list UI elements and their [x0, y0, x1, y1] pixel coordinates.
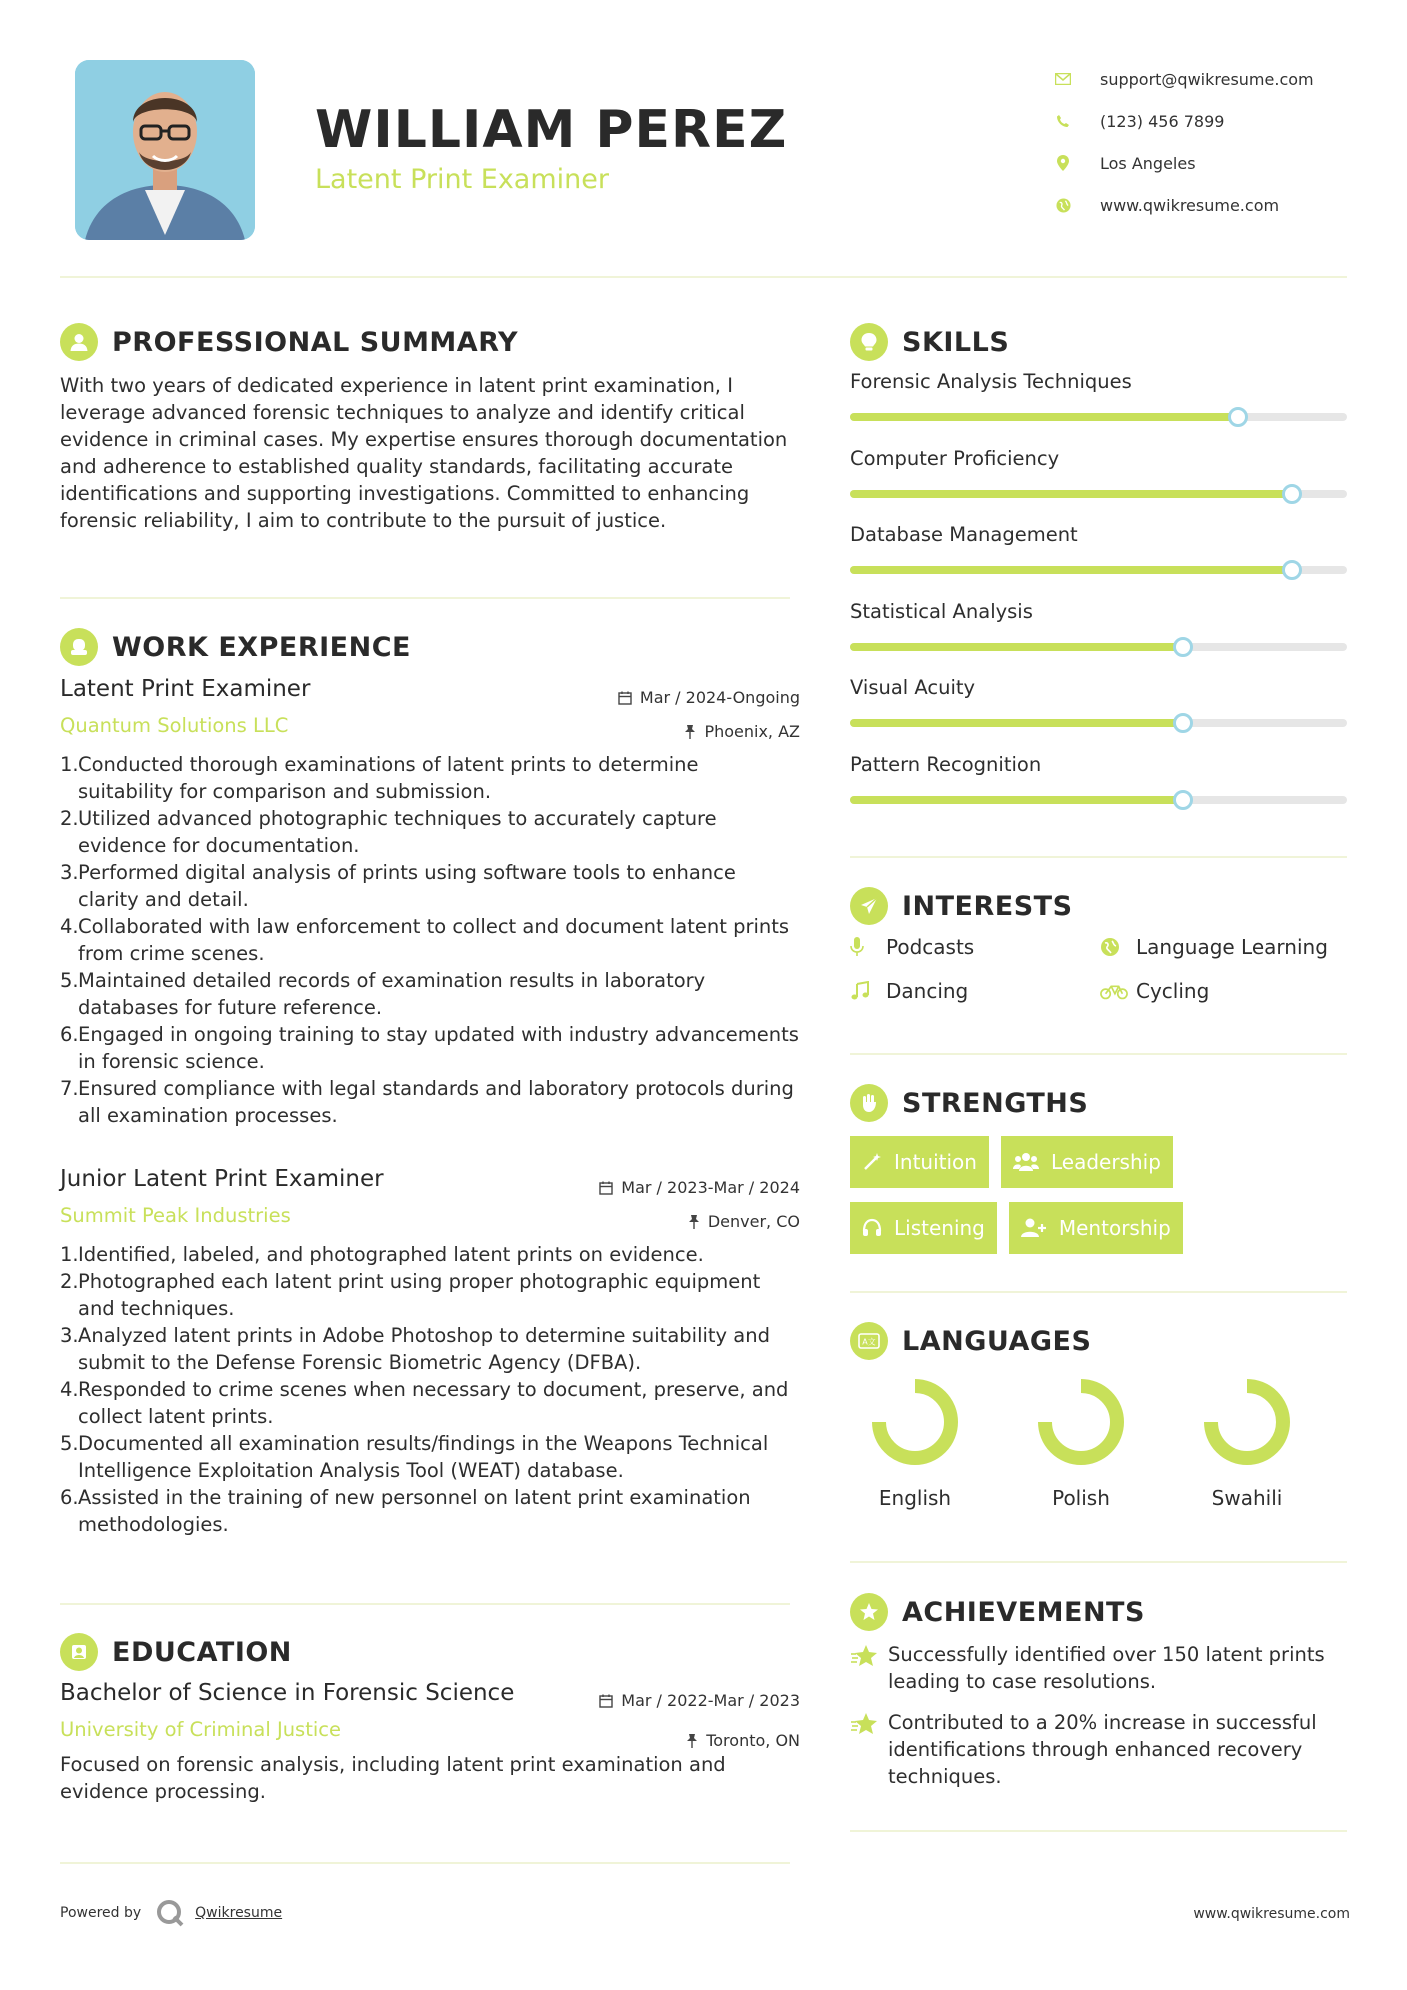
- svg-text:A文: A文: [862, 1337, 876, 1347]
- contact-email-text: support@qwikresume.com: [1100, 69, 1314, 89]
- skill-item: [850, 753, 1347, 830]
- job-duties: [60, 751, 800, 1129]
- interests-divider: [850, 1053, 1347, 1055]
- skill-knob: [1282, 484, 1302, 504]
- skill-track: [850, 719, 1347, 727]
- job-date: Mar / 2023-Mar / 2024: [621, 1178, 800, 1197]
- phone-icon: [1052, 110, 1074, 132]
- pin-icon: [688, 1208, 700, 1240]
- interest-label: Cycling: [1136, 979, 1210, 1003]
- list-item: 3.Performed digital analysis of prints using software tools to enhance clarity and detail.: [60, 861, 736, 911]
- strengths-heading: [850, 1084, 1088, 1122]
- skill-fill: [850, 566, 1292, 574]
- mail-icon: [1052, 68, 1074, 90]
- skill-track: [850, 413, 1347, 421]
- strength-badge: [850, 1136, 989, 1188]
- job-entry: [60, 1166, 800, 1538]
- strength-badge: [850, 1202, 997, 1254]
- job-company: Quantum Solutions LLC: [60, 714, 289, 737]
- language-item: [1182, 1372, 1312, 1510]
- achievement-text: Successfully identified over 150 latent prints leading to case resolutions.: [888, 1643, 1325, 1693]
- graduation-cap-icon: [60, 1633, 98, 1671]
- work-heading: [60, 628, 411, 666]
- candidate-title: Latent Print Examiner: [315, 164, 609, 195]
- contact-website-text: www.qwikresume.com: [1100, 195, 1280, 215]
- globe-icon: [1100, 935, 1128, 959]
- job-title: Junior Latent Print Examiner: [60, 1166, 384, 1192]
- achievements-list: [850, 1641, 1350, 1804]
- interest-item: [1100, 935, 1350, 959]
- summary-heading-text: PROFESSIONAL SUMMARY: [112, 326, 519, 358]
- qwikresume-link[interactable]: Qwikresume: [195, 1905, 283, 1921]
- languages-list: [850, 1372, 1350, 1522]
- strengths-divider: [850, 1291, 1347, 1293]
- list-item: 4.Responded to crime scenes when necessary to document, preserve, and collect latent prints.: [60, 1378, 789, 1428]
- powered-by-text: Powered by: [60, 1905, 142, 1921]
- achievement-text: Contributed to a 20% increase in successful identifications through enhanced recovery techniques.: [888, 1711, 1317, 1788]
- skill-fill: [850, 796, 1183, 804]
- job-meta: [599, 1172, 800, 1240]
- education-heading-text: EDUCATION: [112, 1636, 292, 1668]
- interest-label: Podcasts: [886, 935, 975, 959]
- skills-list: [850, 370, 1347, 829]
- achievement-item: [850, 1641, 1350, 1695]
- contact-website[interactable]: [1052, 184, 1314, 226]
- interest-item: [850, 979, 1100, 1003]
- language-name: Polish: [1052, 1486, 1110, 1510]
- skill-knob: [1173, 713, 1193, 733]
- candidate-name: WILLIAM PEREZ: [315, 100, 788, 160]
- skill-track: [850, 643, 1347, 651]
- headphones-icon: [862, 1218, 882, 1238]
- lightbulb-icon: [850, 323, 888, 361]
- calendar-icon: [599, 1684, 613, 1722]
- skill-knob: [1173, 637, 1193, 657]
- skill-track: [850, 566, 1347, 574]
- list-item: 4.Collaborated with law enforcement to collect and document latent prints from crime scenes.: [60, 915, 790, 965]
- header-divider: [60, 276, 1347, 278]
- contact-phone-text: (123) 456 7899: [1100, 111, 1225, 131]
- interests-heading: [850, 887, 1073, 925]
- pin-icon: [686, 1724, 698, 1762]
- location-icon: [1052, 152, 1074, 174]
- strength-badge: [1009, 1202, 1183, 1254]
- list-item: 1.Conducted thorough examinations of latent prints to determine suitability for comparison and submission.: [60, 753, 699, 803]
- interest-label: Dancing: [886, 979, 969, 1003]
- interest-item: [850, 935, 1100, 959]
- strength-label: Mentorship: [1058, 1216, 1171, 1240]
- skill-item: [850, 370, 1347, 447]
- star-icon: [850, 1641, 888, 1695]
- strengths-heading-text: STRENGTHS: [902, 1087, 1089, 1119]
- pin-icon: [684, 718, 696, 750]
- list-item: 6.Engaged in ongoing training to stay updated with industry advancements in forensic science.: [60, 1023, 799, 1073]
- job-title: Latent Print Examiner: [60, 676, 311, 702]
- education-divider: [60, 1862, 790, 1864]
- list-item: 7.Ensured compliance with legal standards and laboratory protocols during all examination processes.: [60, 1077, 794, 1127]
- user-icon: [60, 323, 98, 361]
- interest-item: [1100, 979, 1350, 1003]
- job-duties: [60, 1241, 800, 1538]
- skill-track: [850, 490, 1347, 498]
- skills-divider: [850, 856, 1347, 858]
- globe-icon: [1052, 194, 1074, 216]
- language-icon: [850, 1322, 888, 1360]
- language-ring: [1182, 1372, 1312, 1472]
- job-location: Phoenix, AZ: [704, 722, 800, 741]
- job-company: Summit Peak Industries: [60, 1204, 291, 1227]
- qwikresume-logo-icon: [155, 1898, 185, 1928]
- profile-photo: [75, 60, 255, 240]
- contact-email[interactable]: [1052, 58, 1314, 100]
- job-date: Mar / 2024-Ongoing: [639, 688, 800, 707]
- school-name: University of Criminal Justice: [60, 1718, 341, 1741]
- languages-divider: [850, 1561, 1347, 1563]
- skill-knob: [1228, 407, 1248, 427]
- skill-item: [850, 447, 1347, 524]
- achievements-heading-text: ACHIEVEMENTS: [902, 1596, 1145, 1628]
- list-item: 2.Utilized advanced photographic techniques to accurately capture evidence for documentation.: [60, 807, 717, 857]
- strength-label: Intuition: [894, 1150, 977, 1174]
- contact-location-text: Los Angeles: [1100, 153, 1196, 173]
- list-item: 3.Analyzed latent prints in Adobe Photoshop to determine suitability and submit to the Defense Forensic Biometric Agency (DFBA).: [60, 1324, 770, 1374]
- strength-label: Listening: [894, 1216, 985, 1240]
- summary-heading: [60, 323, 518, 361]
- group-icon: [1013, 1152, 1039, 1172]
- skill-name: Forensic Analysis Techniques: [850, 370, 1132, 393]
- microphone-icon: [850, 935, 878, 959]
- interests-list: [850, 935, 1350, 1003]
- bicycle-icon: [1100, 979, 1128, 1003]
- skills-heading: [850, 323, 1009, 361]
- summary-divider: [60, 597, 790, 599]
- education-date: Mar / 2022-Mar / 2023: [621, 1691, 800, 1710]
- skill-knob: [1282, 560, 1302, 580]
- skill-name: Pattern Recognition: [850, 752, 1042, 776]
- skill-fill: [850, 490, 1292, 498]
- paper-plane-icon: [850, 887, 888, 925]
- education-meta: [599, 1682, 800, 1762]
- list-item: 6.Assisted in the training of new personnel on latent print examination methodologies.: [60, 1486, 751, 1536]
- trophy-icon: [850, 1593, 888, 1631]
- magic-wand-icon: [862, 1152, 882, 1172]
- hand-icon: [850, 1084, 888, 1122]
- work-divider: [60, 1603, 790, 1605]
- skill-name: Visual Acuity: [850, 676, 976, 699]
- skill-fill: [850, 643, 1183, 651]
- education-heading: [60, 1633, 292, 1671]
- languages-heading: [850, 1322, 1091, 1360]
- summary-text: With two years of dedicated experience in latent print examination, I leverage advanced forensic techniques to analyze and identify critical evidence in criminal cases. My expertise ensures thorough documentation and adherence to established quality standards, facilitating accurate identifications and supporting investigations. Committed to enhancing forensic reliability, I aim to contribute to the pursuit of justice.: [60, 374, 788, 532]
- skill-item: [850, 676, 1347, 753]
- work-heading-text: WORK EXPERIENCE: [112, 631, 411, 663]
- strength-label: Leadership: [1050, 1150, 1161, 1174]
- language-ring: [1016, 1372, 1146, 1472]
- skill-name: Computer Proficiency: [850, 446, 1060, 470]
- interests-heading-text: INTERESTS: [902, 890, 1073, 922]
- achievements-divider: [850, 1830, 1347, 1832]
- skill-item: [850, 600, 1347, 677]
- skill-item: [850, 523, 1347, 600]
- footer-url[interactable]: www.qwikresume.com: [1193, 1906, 1350, 1922]
- education-description: Focused on forensic analysis, including latent print examination and evidence processing.: [60, 1753, 726, 1803]
- language-ring: [850, 1372, 980, 1472]
- strengths-list: [850, 1136, 1350, 1268]
- job-entry: [60, 676, 800, 1129]
- interest-label: Language Learning: [1136, 935, 1328, 959]
- language-name: Swahili: [1211, 1486, 1283, 1510]
- contact-phone[interactable]: [1052, 100, 1314, 142]
- skill-fill: [850, 413, 1238, 421]
- calendar-icon: [599, 1174, 613, 1206]
- list-item: 2.Photographed each latent print using proper photographic equipment and techniques.: [60, 1270, 761, 1320]
- skills-heading-text: SKILLS: [902, 326, 1010, 358]
- languages-heading-text: LANGUAGES: [902, 1325, 1092, 1357]
- skill-track: [850, 796, 1347, 804]
- contact-list: [1052, 58, 1314, 226]
- list-item: 1.Identified, labeled, and photographed latent prints on evidence.: [60, 1243, 704, 1266]
- calendar-icon: [618, 684, 632, 716]
- skill-fill: [850, 719, 1183, 727]
- briefcase-icon: [60, 628, 98, 666]
- language-item: [850, 1372, 980, 1510]
- user-plus-icon: [1021, 1218, 1047, 1238]
- achievements-heading: [850, 1593, 1145, 1631]
- education-entry: [60, 1680, 800, 1805]
- footer-powered-by: [60, 1898, 282, 1928]
- list-item: 5.Documented all examination results/findings in the Weapons Technical Intelligence Exploitation Analysis Tool (WEAT) database.: [60, 1432, 769, 1482]
- skill-knob: [1173, 790, 1193, 810]
- contact-location: [1052, 142, 1314, 184]
- achievement-item: [850, 1709, 1350, 1790]
- strength-badge: [1001, 1136, 1173, 1188]
- list-item: 5.Maintained detailed records of examination results in laboratory databases for future reference.: [60, 969, 706, 1019]
- language-item: [1016, 1372, 1146, 1510]
- star-icon: [850, 1709, 888, 1790]
- job-location: Denver, CO: [707, 1212, 800, 1231]
- job-meta: [618, 682, 800, 750]
- language-name: English: [878, 1486, 952, 1510]
- degree-title: Bachelor of Science in Forensic Science: [60, 1680, 515, 1706]
- skill-name: Statistical Analysis: [850, 599, 1033, 623]
- education-location: Toronto, ON: [706, 1731, 800, 1750]
- skill-name: Database Management: [850, 523, 1078, 546]
- music-icon: [850, 979, 878, 1003]
- resume-header: [0, 0, 1407, 280]
